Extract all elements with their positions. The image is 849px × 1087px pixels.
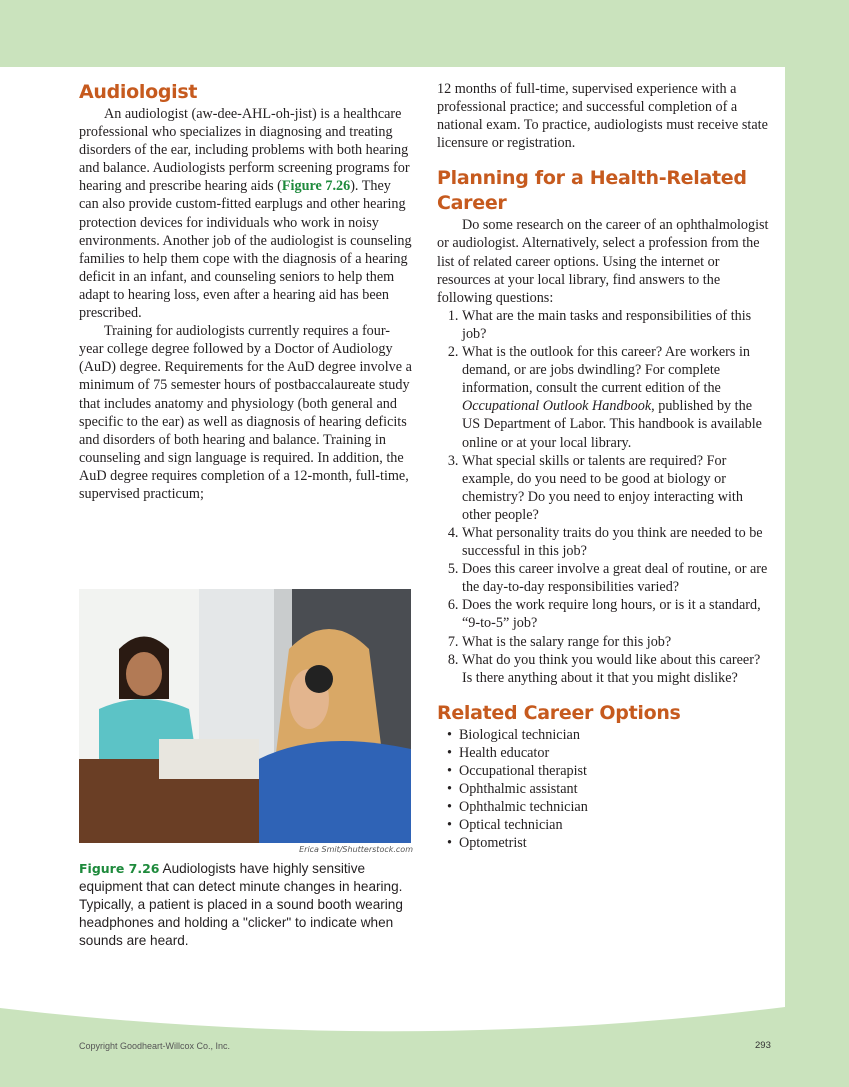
figure-reference-link[interactable]: Figure 7.26 xyxy=(281,178,351,195)
question-list xyxy=(437,307,771,687)
audiologist-photo xyxy=(79,589,411,843)
list-item: • Ophthalmic technician xyxy=(447,798,771,816)
list-item: • Ophthalmic assistant xyxy=(447,780,771,798)
photo-credit: Erica Smit/Shutterstock.com xyxy=(299,845,413,854)
paragraph: 12 months of full-time, supervised experience with a professional practice; and successful completion of a national exam. To practice, audiologists must receive state licensure or registration. xyxy=(437,81,768,152)
caption-text: Audiologists have highly sensitive equipment that can detect minute changes in hearing. Typically, a patient is placed in a sound booth wearing headphones and holding a "clicker" to indicate when sounds are heard. xyxy=(79,861,403,948)
list-item: • Biological technician xyxy=(447,726,771,744)
related-careers-heading: Related Career Options xyxy=(437,701,681,724)
figure-caption xyxy=(79,860,419,950)
text: , published by the US Department of Labor. This handbook is available online or at your local library. xyxy=(462,398,762,451)
list-item: 6. Does the work require long hours, or is it a standard, “9-to-5” job? xyxy=(462,596,771,632)
list-item: 1. What are the main tasks and responsibilities of this job? xyxy=(462,307,771,343)
book-title: Occupational Outlook Handbook xyxy=(462,398,652,415)
list-item: • Optical technician xyxy=(447,816,771,834)
text: An audiologist (aw-dee-AHL-oh-jist) is a healthcare professional who specializes in diagnosing and treating disorders of the ear, including problems with both hearing and balance. Audiologists perform screening programs for hearing and prescribe hearing aids ( xyxy=(79,106,410,195)
paragraph: Do some research on the career of an ophthalmologist or audiologist. Alternatively, select a profession from the list of related career options. Using the internet or resources at your local library, find answers to the following questions: xyxy=(437,217,769,306)
page-number: 293 xyxy=(755,1040,771,1051)
audiologist-heading: Audiologist xyxy=(79,81,198,103)
list-item: • Health educator xyxy=(447,744,771,762)
list-item: 3. What special skills or talents are required? For example, do you need to be good at biology or chemistry? Do you need to enjoy interacting with other people? xyxy=(462,452,771,524)
right-column xyxy=(437,80,771,852)
planning-heading: Planning for a Health-Related Career xyxy=(437,167,747,215)
list-item: • Occupational therapist xyxy=(447,762,771,780)
list-item: 4. What personality traits do you think are needed to be successful in this job? xyxy=(462,524,771,560)
paragraph: Training for audiologists currently requires a four-year college degree followed by a Doctor of Audiology (AuD) degree. Requirements for the AuD degree involve a minimum of 75 semester hours of postbaccalaureate study that includes anatomy and physiology (both general and specific to the ear) as well as diagnosis of hearing deficits and disorders of both hearing and balance. Training in counseling and sign language is required. In addition, the AuD degree requires completion of a 12-month, full-time, supervised practicum; xyxy=(79,323,412,502)
related-careers-list xyxy=(437,726,771,853)
list-item: 7. What is the salary range for this job? xyxy=(462,633,771,651)
copyright: Copyright Goodheart-Willcox Co., Inc. xyxy=(79,1041,231,1051)
left-column xyxy=(79,80,413,503)
paragraph xyxy=(79,105,413,322)
figure-label: Figure 7.26 xyxy=(79,861,160,876)
list-item xyxy=(462,343,771,452)
list-item: • Optometrist xyxy=(447,834,771,852)
page-bottom-curve xyxy=(0,1005,785,1037)
list-item: 8. What do you think you would like about this career? Is there anything about it that you might dislike? xyxy=(462,651,771,687)
text: ). They can also provide custom-fitted earplugs and other hearing protection devices for individuals who work in noisy environments. Another job of the audiologist is counseling families to help them cope with the diagnosis of a hearing deficit in an infant, and counseling seniors to help them adapt to hearing loss, even after a hearing aid has been prescribed. xyxy=(79,178,412,322)
text: What is the outlook for this career? Are workers in demand, or are jobs dwindling? For complete information, consult the current edition of the xyxy=(462,344,750,397)
list-item: 5. Does this career involve a great deal of routine, or are the day-to-day responsibilities varied? xyxy=(462,560,771,596)
